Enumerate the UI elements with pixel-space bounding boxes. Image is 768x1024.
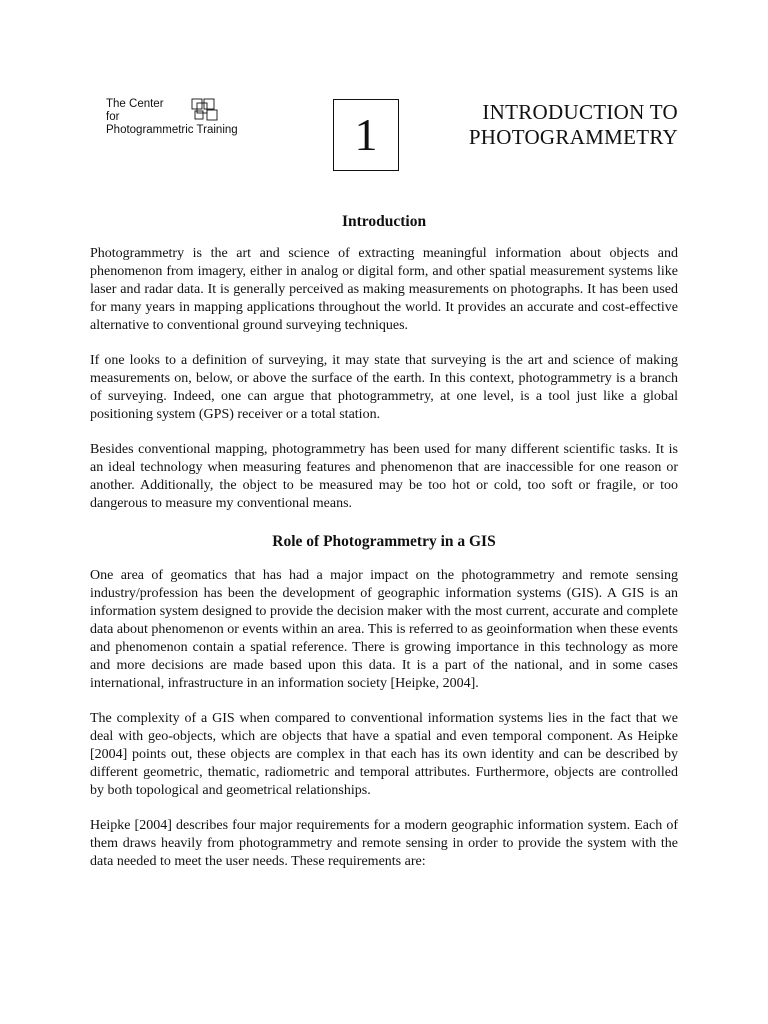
paragraph: If one looks to a definition of surveying, it may state that surveying is the art and science of making measurements on, below, or above the surface of the earth. In this context, photogrammetry is a branch of surveying. Indeed, one can argue that photogrammetry, at one level, is a tool just like a global positioning system (GPS) receiver or a total station. bbox=[90, 353, 678, 422]
chapter-title bbox=[420, 100, 678, 150]
grid-logo-icon bbox=[191, 98, 221, 122]
chapter-title-line-2: PHOTOGRAMMETRY bbox=[468, 125, 678, 149]
logo-line-3: Photogrammetric Training bbox=[106, 124, 238, 136]
chapter-title-line-1: INTRODUCTION TO bbox=[482, 100, 678, 124]
chapter-number: 1 bbox=[354, 109, 378, 160]
logo-line-2: for bbox=[106, 111, 120, 123]
paragraph: Photogrammetry is the art and science of extracting meaningful information about objects and phenomenon from imagery, either in analog or digital form, and other spatial measurement systems like laser and radar data. It is generally perceived as making measurements on photographs. It has been used for many years in mapping applications throughout the world. It provides an accurate and cost-effective alternative to conventional ground surveying techniques. bbox=[90, 246, 678, 333]
paragraph: The complexity of a GIS when compared to conventional information systems lies in the fact that we deal with geo-objects, which are objects that have a spatial and even temporal component. As Heipke [2004] points out, these objects are complex in that each has its own identity and can be described by different geometric, thematic, radiometric and temporal attributes. Furthermore, objects are controlled by both topological and geometrical relationships. bbox=[90, 711, 678, 798]
logo-line-1: The Center bbox=[106, 98, 164, 110]
chapter-number-box bbox=[333, 99, 399, 171]
center-logo bbox=[106, 98, 238, 137]
section-heading-role-gis: Role of Photogrammetry in a GIS bbox=[272, 533, 496, 550]
paragraph: Besides conventional mapping, photogrammetry has been used for many different scientific tasks. It is an ideal technology when measuring features and phenomenon that are inaccessible for one reason or another. Additionally, the object to be measured may be too hot or cold, too soft or fragile, or too dangerous to measure my conventional means. bbox=[90, 442, 678, 511]
paragraph: Heipke [2004] describes four major requirements for a modern geographic information system. Each of them draws heavily from photogrammetry and remote sensing in order to provide the system with the data needed to meet the user needs. These requirements are: bbox=[90, 818, 678, 869]
section-heading-introduction: Introduction bbox=[341, 213, 427, 230]
body-content bbox=[90, 212, 678, 871]
paragraph: One area of geomatics that has had a major impact on the photogrammetry and remote sensing industry/profession has been the development of geographic information systems (GIS). A GIS is an information system designed to provide the decision maker with the most current, accurate and complete data about phenomenon or events within an area. This is referred to as geoinformation when these events and phenomenon contain a spatial reference. There is growing importance in this technology as more and more decisions are made based upon this data. It is a part of the national, and in some cases international, infrastructure in an information society [Heipke, 2004]. bbox=[90, 568, 678, 691]
